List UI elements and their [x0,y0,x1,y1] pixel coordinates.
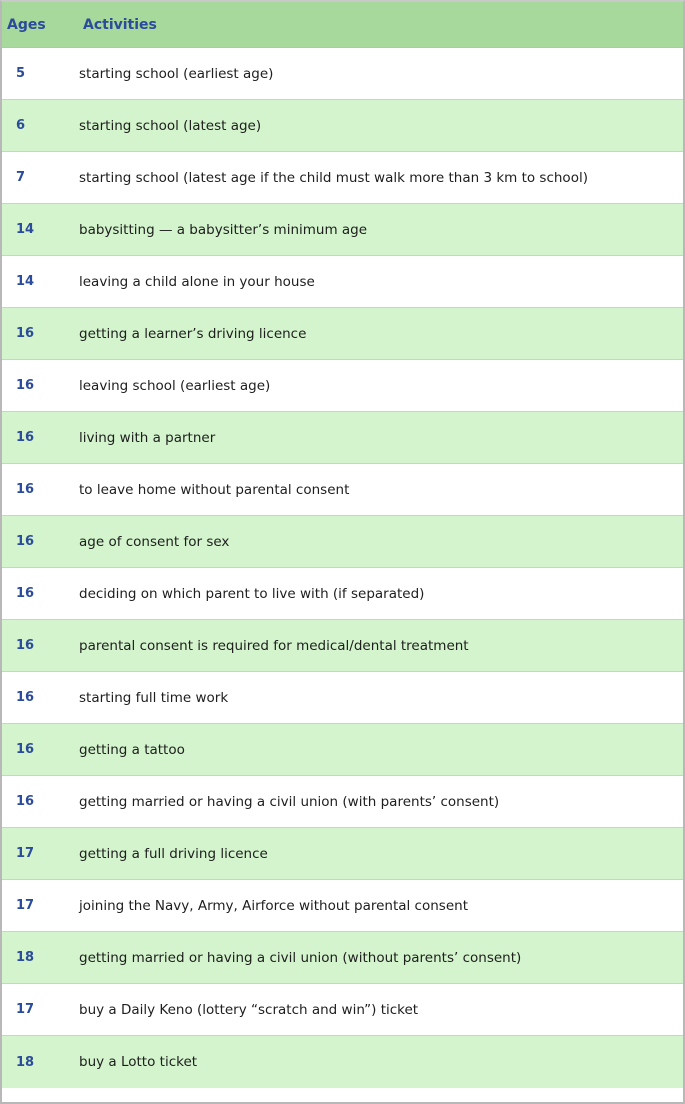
table-row [2,568,683,620]
row-age: 16 [16,586,35,601]
table-row [2,932,683,984]
header-activities: Activities [83,16,157,33]
row-activity: getting married or having a civil union (with parents’ consent) [79,793,500,810]
table-row [2,828,683,880]
row-age: 5 [16,66,26,81]
row-activity: parental consent is required for medical/dental treatment [79,637,469,654]
row-age: 16 [16,378,35,393]
row-activity: to leave home without parental consent [79,481,350,498]
row-age: 16 [16,326,35,341]
table-row [2,724,683,776]
row-age: 16 [16,534,35,549]
row-age: 18 [16,950,35,965]
table-row [2,256,683,308]
table-row [2,1036,683,1088]
table-row [2,516,683,568]
row-activity: leaving a child alone in your house [79,273,315,290]
row-activity: buy a Daily Keno (lottery “scratch and win”) ticket [79,1001,419,1018]
row-activity: leaving school (earliest age) [79,377,271,394]
table-row [2,620,683,672]
row-age: 16 [16,638,35,653]
row-age: 6 [16,118,26,133]
row-activity: starting full time work [79,689,229,706]
row-activity: getting a tattoo [79,741,185,758]
table-row [2,360,683,412]
table-row [2,464,683,516]
row-age: 16 [16,742,35,757]
table-row [2,672,683,724]
row-age: 16 [16,430,35,445]
row-activity: living with a partner [79,429,216,446]
table-row [2,880,683,932]
table-row [2,152,683,204]
row-age: 16 [16,482,35,497]
table-row [2,984,683,1036]
row-activity: deciding on which parent to live with (if separated) [79,585,425,602]
row-age: 17 [16,846,35,861]
row-age: 14 [16,222,35,237]
row-activity: babysitting — a babysitter’s minimum age [79,221,368,238]
row-age: 7 [16,170,26,185]
row-activity: getting a learner’s driving licence [79,325,307,342]
row-activity: starting school (latest age if the child must walk more than 3 km to school) [79,169,588,186]
row-age: 14 [16,274,35,289]
table-row [2,204,683,256]
row-age: 17 [16,1002,35,1017]
row-age: 16 [16,690,35,705]
row-activity: getting married or having a civil union (without parents’ consent) [79,949,522,966]
header-ages: Ages [7,16,46,33]
row-age: 17 [16,898,35,913]
row-activity: buy a Lotto ticket [79,1054,198,1070]
table-row [2,48,683,100]
row-activity: joining the Navy, Army, Airforce without parental consent [79,897,468,914]
row-activity: starting school (earliest age) [79,65,274,82]
row-activity: getting a full driving licence [79,845,268,862]
table-row [2,412,683,464]
row-age: 18 [16,1054,35,1070]
table-row [2,308,683,360]
table-header-row [2,2,683,48]
table-row [2,776,683,828]
row-age: 16 [16,794,35,809]
row-activity: starting school (latest age) [79,117,262,134]
table-row [2,100,683,152]
row-activity: age of consent for sex [79,533,230,550]
